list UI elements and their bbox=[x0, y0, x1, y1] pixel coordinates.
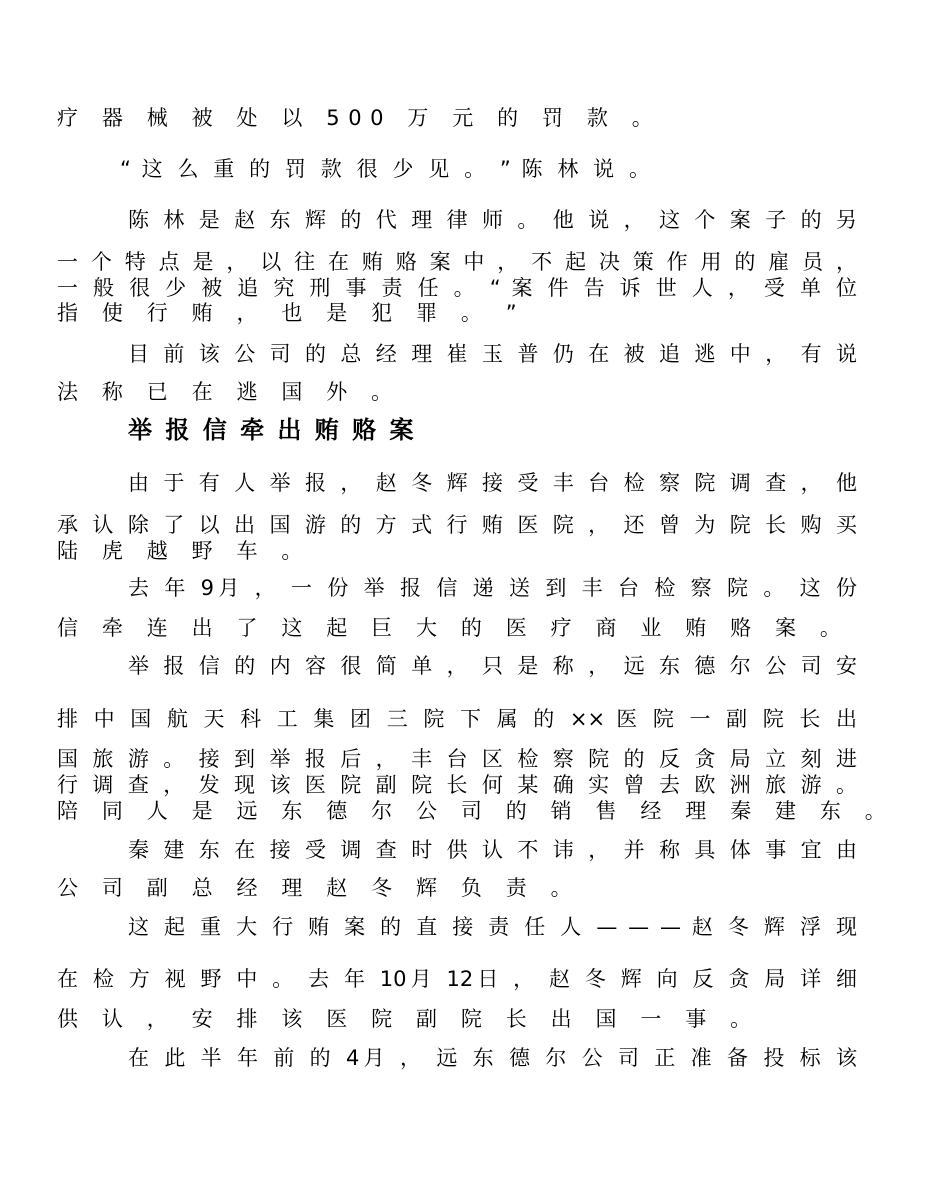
paragraph-line: 一 个 特 点 是 ， 以 往 在 贿 赂 案 中 ， 不 起 决 策 作 用 的 雇 员 ， bbox=[57, 250, 857, 274]
section-heading: 举 报 信 牵 出 贿 赂 案 bbox=[128, 416, 416, 444]
paragraph-line: 由 于 有 人 举 报 ， 赵 冬 辉 接 受 丰 台 检 察 院 调 查 ， 他 bbox=[128, 471, 857, 495]
paragraph-line: 陆 虎 越 野 车 。 bbox=[57, 539, 311, 563]
paragraph-line: 法 称 已 在 逃 国 外 。 bbox=[57, 380, 401, 404]
paragraph-line: 公 司 副 总 经 理 赵 冬 辉 负 责 。 bbox=[57, 876, 581, 900]
paragraph-line: 去 年 9月 ， 一 份 举 报 信 递 送 到 丰 台 检 察 院 。 这 份 bbox=[128, 576, 857, 600]
paragraph-line: 指 使 行 贿 ， 也 是 犯 罪 。 ” bbox=[57, 301, 526, 325]
paragraph-line: 信 牵 连 出 了 这 起 巨 大 的 医 疗 商 业 贿 赂 案 。 bbox=[57, 616, 850, 640]
paragraph-line: 这 起 重 大 行 贿 案 的 直 接 责 任 人 — — — 赵 冬 辉 浮 现 bbox=[128, 915, 857, 939]
paragraph-line: 在 检 方 视 野 中 。 去 年 10月 12日 ， 赵 冬 辉 向 反 贪 局 详 细 bbox=[57, 967, 857, 991]
paragraph-line: 在 此 半 年 前 的 4月 ， 远 东 德 尔 公 司 正 准 备 投 标 该 bbox=[128, 1046, 857, 1070]
paragraph-line: 举 报 信 的 内 容 很 简 单 ， 只 是 称 ， 远 东 德 尔 公 司 安 bbox=[128, 654, 857, 678]
paragraph-line: 行 调 查 ， 发 现 该 医 院 副 院 长 何 某 确 实 曾 去 欧 洲 旅 游 。 bbox=[57, 773, 857, 797]
paragraph-line: 国 旅 游 。 接 到 举 报 后 ， 丰 台 区 检 察 院 的 反 贪 局 立 刻 进 bbox=[57, 747, 857, 771]
paragraph-line: 陪 同 人 是 远 东 德 尔 公 司 的 销 售 经 理 秦 建 东 。 bbox=[57, 799, 895, 823]
paragraph-line: 排 中 国 航 天 科 工 集 团 三 院 下 属 的 ×× 医 院 一 副 院 长 出 bbox=[57, 707, 857, 731]
paragraph-line: 承 认 除 了 以 出 国 游 的 方 式 行 贿 医 院 ， 还 曾 为 院 长 购 买 bbox=[57, 513, 857, 537]
paragraph-line: 陈 林 是 赵 东 辉 的 代 理 律 师 。 他 说 ， 这 个 案 子 的 另 bbox=[128, 208, 857, 232]
paragraph-line: 一 般 很 少 被 追 究 刑 事 责 任 。 “ 案 件 告 诉 世 人 ， 受 单 位 bbox=[57, 276, 857, 300]
paragraph-line: 秦 建 东 在 接 受 调 查 时 供 认 不 讳 ， 并 称 具 体 事 宜 由 bbox=[128, 838, 857, 862]
paragraph-line: 疗 器 械 被 处 以 500 万 元 的 罚 款 。 bbox=[57, 106, 662, 130]
paragraph-line: 目 前 该 公 司 的 总 经 理 崔 玉 普 仍 在 被 追 逃 中 ， 有 说 bbox=[128, 342, 857, 366]
paragraph-line: 供 认 ， 安 排 该 医 院 副 院 长 出 国 一 事 。 bbox=[57, 1007, 760, 1031]
paragraph-line: “ 这 么 重 的 罚 款 很 少 见 。 ” 陈 林 说 。 bbox=[120, 157, 650, 181]
